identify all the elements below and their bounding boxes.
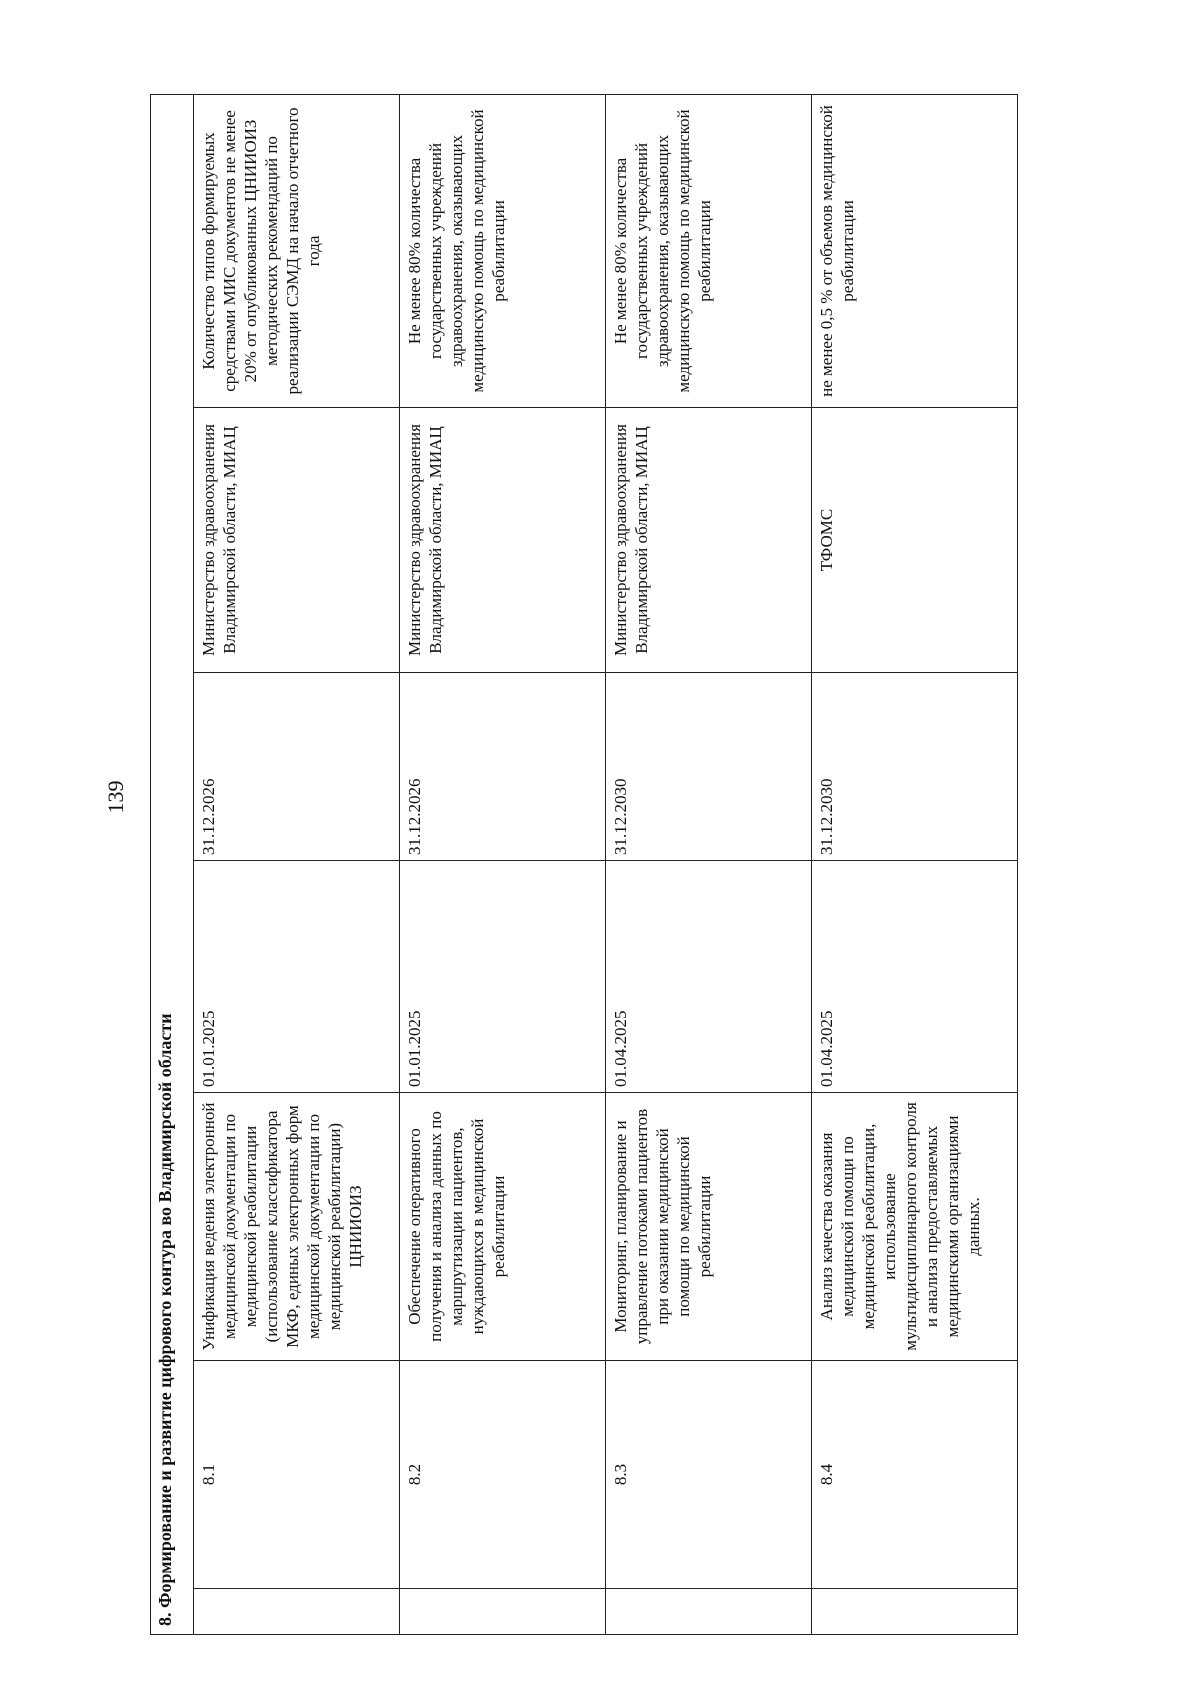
indicator-cell: Количество типов формируемых средствами МИС документов не менее 20% от опубликованных ЦНИИОИЗ методических рекомендаций по реализации СЭМД на начало отчетного года: [194, 94, 400, 407]
blank-cell: [606, 1589, 812, 1635]
activity-cell: Обеспечение оперативного получения и анализа данных по маршрутизации пациентов, нуждающихся в медицинской реабилитации: [400, 1093, 606, 1361]
responsible-cell: ТФОМС: [812, 408, 1018, 673]
indicator-cell: Не менее 80% количества государственных учреждений здравоохранения, оказывающих медицинскую помощь по медицинской реабилитации: [606, 94, 812, 407]
rotated-table-container: [150, 95, 1070, 1635]
responsible-cell: Министерство здравоохранения Владимирской области, МИАЦ: [606, 408, 812, 673]
start-date: 01.01.2025: [194, 861, 400, 1093]
start-date: 01.04.2025: [812, 861, 1018, 1093]
section-title: 8. Формирование и развитие цифрового контура во Владимирской области: [151, 94, 194, 1634]
table-row: [606, 94, 812, 1634]
page-number: 139: [103, 780, 128, 814]
end-date: 31.12.2026: [194, 673, 400, 861]
start-date: 01.04.2025: [606, 861, 812, 1093]
section-header-row: [151, 94, 194, 1634]
indicator-cell: не менее 0,5 % от объемов медицинской реабилитации: [812, 94, 1018, 407]
blank-cell: [194, 1589, 400, 1635]
item-number: 8.1: [194, 1361, 400, 1589]
item-number: 8.2: [400, 1361, 606, 1589]
table-row: [812, 94, 1018, 1634]
responsible-cell: Министерство здравоохранения Владимирской области, МИАЦ: [400, 408, 606, 673]
indicator-cell: Не менее 80% количества государственных учреждений здравоохранения, оказывающих медицинскую помощь по медицинской реабилитации: [400, 94, 606, 407]
responsible-cell: Министерство здравоохранения Владимирской области, МИАЦ: [194, 408, 400, 673]
item-number: 8.4: [812, 1361, 1018, 1589]
end-date: 31.12.2030: [812, 673, 1018, 861]
activity-cell: Анализ качества оказания медицинской помощи по медицинской реабилитации, использование мультидисциплинарного контроля и анализа предоставляемых медицинскими организациями данных.: [812, 1093, 1018, 1361]
activity-cell: Унификация ведения электронной медицинской документации по медицинской реабилитации (использование классификатора МКФ, единых электронных форм медицинской документации по медицинской реабилитации) ЦНИИОИЗ: [194, 1093, 400, 1361]
table-row: [400, 94, 606, 1634]
end-date: 31.12.2030: [606, 673, 812, 861]
document-table: [150, 94, 1018, 1635]
item-number: 8.3: [606, 1361, 812, 1589]
end-date: 31.12.2026: [400, 673, 606, 861]
activity-cell: Мониторинг, планирование и управление потоками пациентов при оказании медицинской помощи по медицинской реабилитации: [606, 1093, 812, 1361]
start-date: 01.01.2025: [400, 861, 606, 1093]
blank-cell: [812, 1589, 1018, 1635]
blank-cell: [400, 1589, 606, 1635]
table-row: [194, 94, 400, 1634]
